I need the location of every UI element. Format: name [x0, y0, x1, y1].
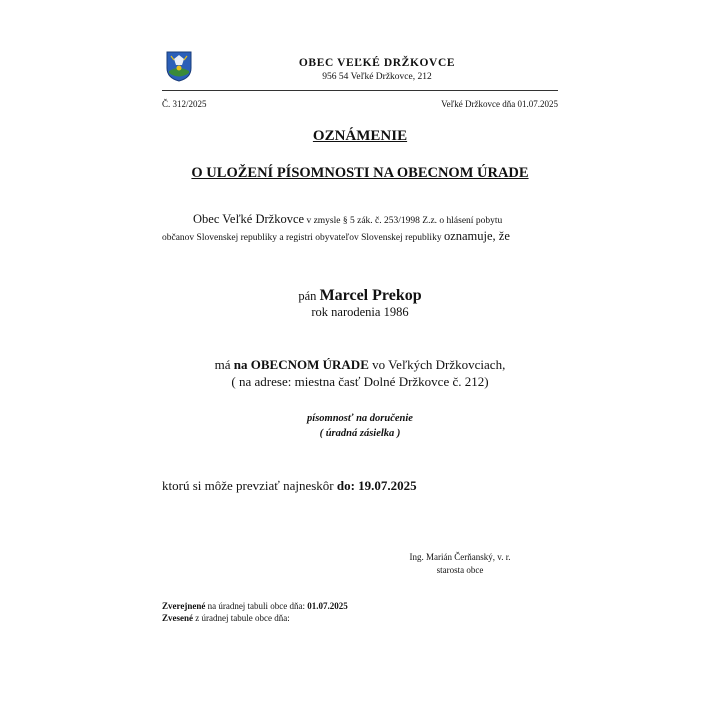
intro-line-1: [193, 212, 502, 227]
document-type: písomnosť na doručenie: [307, 413, 413, 424]
document-subtype: ( úradná zásielka ): [319, 428, 401, 439]
municipality-address: 956 54 Veľké Držkovce, 212: [322, 72, 432, 82]
published-text: na úradnej tabuli obce dňa:: [205, 601, 308, 611]
office-bold: na OBECNOM ÚRADE: [233, 357, 369, 372]
published-date: 01.07.2025: [307, 601, 348, 611]
intro-law-text: v zmysle § 5 zák. č. 253/1998 Z.z. o hlásení pobytu: [304, 216, 503, 226]
intro-verb: oznamuje: [443, 229, 493, 243]
document-subtitle: O ULOŽENÍ PÍSOMNOSTI NA OBECNOM ÚRADE: [191, 165, 529, 181]
reference-number: Č. 312/2025: [162, 99, 207, 109]
intro-line-2: [162, 229, 510, 244]
place-and-date: Veľké Držkovce dňa 01.07.2025: [441, 99, 558, 109]
pickup-deadline: do: 19.07.2025: [336, 478, 417, 493]
recipient-salutation: pán: [298, 289, 320, 303]
office-line: [0, 357, 720, 373]
intro-subject: Obec Veľké Držkovce: [193, 212, 305, 226]
office-prefix: má: [214, 357, 234, 372]
published-line: [162, 601, 348, 611]
removed-line: [162, 613, 290, 623]
recipient-line: [0, 287, 720, 305]
header-divider: [162, 90, 558, 91]
intro-line2-text: občanov Slovenskej republiky a registri obyvateľov Slovenskej republiky: [162, 233, 444, 243]
recipient-birth-year: rok narodenia 1986: [311, 305, 409, 319]
signatory-role: starosta obce: [436, 565, 484, 575]
pickup-deadline-line: [162, 478, 417, 494]
removed-label: Zvesené: [162, 613, 193, 623]
intro-verb-tail: , že: [492, 229, 510, 243]
municipality-name: OBEC VEĽKÉ DRŽKOVCE: [298, 57, 456, 69]
published-label: Zverejnené: [162, 601, 206, 611]
signatory-name: Ing. Marián Čerňanský, v. r.: [409, 552, 511, 562]
coat-of-arms-icon: [166, 51, 192, 82]
office-suffix: vo Veľkých Držkovciach,: [368, 357, 506, 372]
office-address: ( na adrese: miestna časť Dolné Držkovce č. 212): [231, 374, 489, 389]
removed-text: z úradnej tabule obce dňa:: [193, 613, 290, 623]
recipient-name: Marcel Prekop: [319, 287, 422, 304]
pickup-text: ktorú si môže prevziať najneskôr: [162, 478, 337, 493]
document-title: OZNÁMENIE: [312, 128, 408, 144]
